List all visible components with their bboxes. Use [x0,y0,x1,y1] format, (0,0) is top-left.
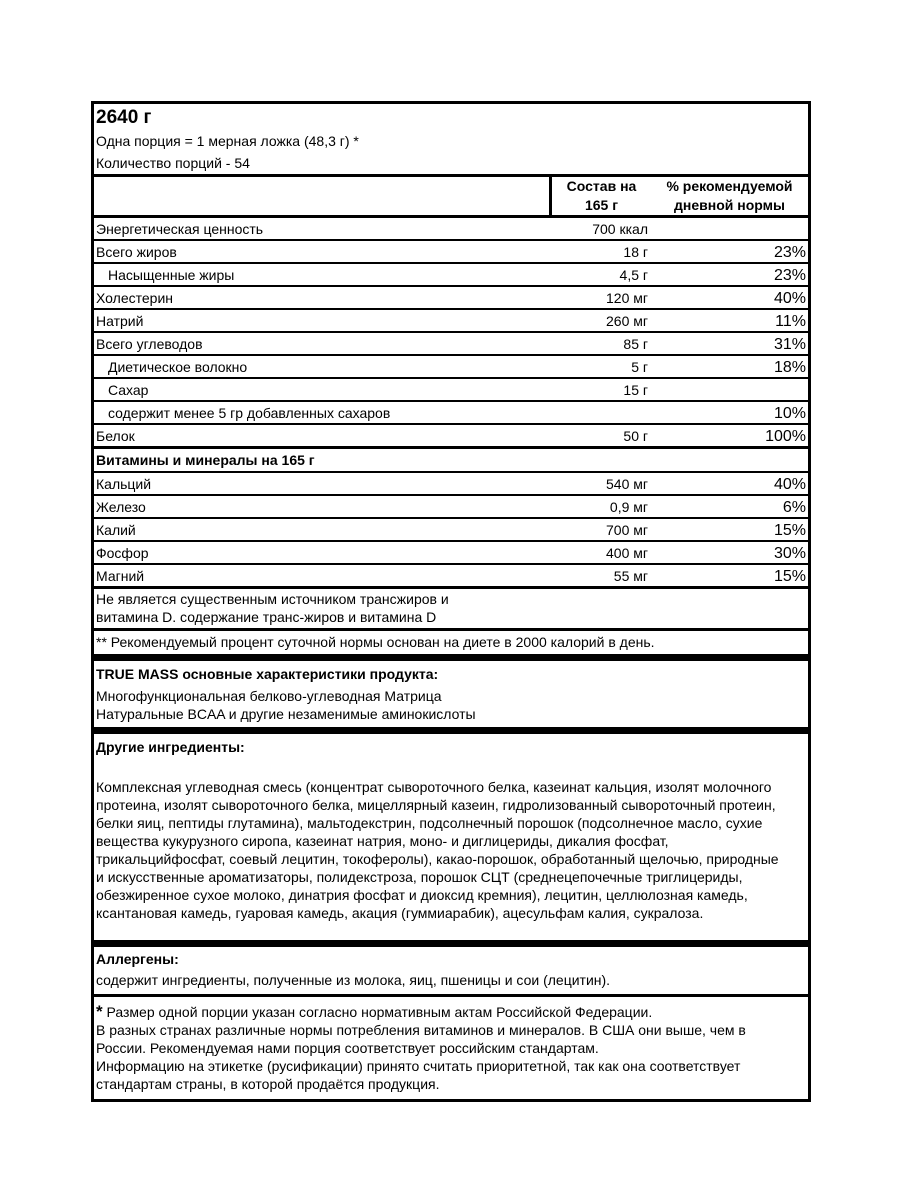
trans-note-line: витамина D. содержание транс-жиров и витамина D [96,609,437,625]
nutrient-name: Сахар [108,382,149,398]
mineral-amount: 700 мг [606,522,648,538]
nutrient-dv: 10% [773,405,806,422]
nutrient-name: Насыщенные жиры [108,267,235,283]
nutrient-dv: 23% [773,244,806,261]
nutrient-row [94,287,808,310]
net-weight: 2640 г [96,107,152,128]
mineral-amount: 55 мг [613,568,648,584]
mineral-row [94,473,808,496]
nutrient-amount: 18 г [623,244,648,260]
ingredients-section [94,734,808,947]
feature-line: Натуральные BCAA и другие незаменимые аминокислоты [96,706,476,722]
allergens-section [94,947,808,997]
ingredients-line: ксантановая камедь, гуаровая камедь, акация (гуммиарабик), ацесульфам калия, сукралоза. [96,905,704,921]
mineral-dv: 40% [773,476,806,493]
footnote-section [94,997,808,1099]
nutrient-amount: 120 мг [606,290,648,306]
nutrient-dv: 18% [773,359,806,376]
footnote-line: Информацию на этикетке (русификации) принято считать приоритетной, так как она соответствует [96,1058,741,1074]
nutrition-label [91,101,811,1102]
features-title: TRUE MASS основные характеристики продукта: [96,666,439,682]
nutrient-dv: 100% [765,428,806,445]
mineral-dv: 30% [773,545,806,562]
ingredients-line: белки яиц, пептиды глутамина), мальтодекстрин, подсолнечный порошок (подсолнечное масло, сухие [96,815,763,831]
mineral-row [94,496,808,519]
nutrient-row [94,264,808,287]
amount-header-line1: Состав на [566,178,637,194]
footnote-line [96,1003,806,1021]
footnote-line: В разных странах различные нормы потребления витаминов и минералов. В США они выше, чем в [96,1022,746,1038]
nutrient-amount: 4,5 г [619,267,648,283]
mineral-row [94,519,808,542]
ingredients-line: вещества кукурузного сиропа, казеинат натрия, моно- и диглицериды, дикалия фосфат, [96,833,669,849]
asterisk-mark: * [96,1002,103,1021]
nutrient-name: Натрий [96,313,144,329]
servings-count: Количество порций - 54 [96,155,250,171]
amount-column-header [549,177,651,215]
mineral-name: Кальций [96,476,152,492]
ingredients-line: Комплексная углеводная смесь (концентрат сывороточного белка, казеинат кальция, изолят молочного [96,779,772,795]
nutrient-amount: 260 мг [606,313,648,329]
nutrient-name: Белок [96,428,135,444]
nutrient-amount: 85 г [623,336,648,352]
mineral-dv: 15% [773,568,806,585]
mineral-name: Фосфор [96,545,149,561]
nutrient-dv: 31% [773,336,806,353]
nutrient-name: Энергетическая ценность [96,221,264,237]
mineral-name: Железо [96,499,146,515]
nutrient-row [94,356,808,379]
nutrient-amount: 700 ккал [592,221,648,237]
nutrient-row [94,425,808,449]
mineral-name: Магний [96,568,145,584]
features-section [94,661,808,734]
mineral-amount: 540 мг [606,476,648,492]
mineral-name: Калий [96,522,136,538]
mineral-dv: 15% [773,522,806,539]
ingredients-line: и искусственные ароматизаторы, полидекстроза, порошок СЦТ (среднецепочечные триглицериды, [96,869,743,885]
nutrient-row [94,218,808,241]
table-header [94,174,808,218]
feature-line: Многофункциональная белково-углеводная Матрица [96,688,442,704]
vitamins-title-text: Витамины и минералы на 165 г [96,452,315,468]
nutrient-row [94,310,808,333]
ingredients-line: обезжиренное сухое молоко, динатрия фосфат и диоксид кремния), лецитин, целлюлозная камедь, [96,887,748,903]
nutrient-row [94,379,808,402]
nutrient-dv: 40% [773,290,806,307]
dv-header-line2: дневной нормы [674,197,785,213]
footnote-line: стандартам страны, в которой продаётся продукция. [96,1076,440,1092]
serving-size: Одна порция = 1 мерная ложка (48,3 г) * [96,133,359,149]
footnote-line: России. Рекомендуемая нами порция соответствует российским стандартам. [96,1040,599,1056]
mineral-row [94,542,808,565]
vitamins-section-title [94,449,808,473]
nutrient-row [94,241,808,264]
mineral-amount: 400 мг [606,545,648,561]
nutrient-name: Диетическое волокно [108,359,248,375]
nutrient-name: Всего углеводов [96,336,203,352]
nutrient-row [94,402,808,425]
nutrient-name: Всего жиров [96,244,177,260]
nutrient-amount: 50 г [623,428,648,444]
mineral-amount: 0,9 мг [609,499,648,515]
nutrient-row [94,333,808,356]
ingredients-title: Другие ингредиенты: [96,739,245,755]
nutrient-dv: 23% [773,267,806,284]
nutrient-name: содержит менее 5 гр добавленных сахаров [108,405,391,421]
dv-column-header [651,177,808,215]
nutrient-dv: 11% [775,313,806,330]
nutrient-name: Холестерин [96,290,173,306]
dv-header-line1: % рекомендуемой [666,178,793,194]
trans-fat-note [94,589,808,631]
allergens-title: Аллергены: [96,951,179,967]
footnote-text: Размер одной порции указан согласно нормативным актам Российской Федерации. [102,1004,653,1020]
allergens-text: содержит ингредиенты, полученные из молока, яиц, пшеницы и сои (лецитин). [96,972,611,988]
ingredients-line: трикальцийфосфат, соевый лецитин, токоферолы), какао-порошок, обработанный щелочью, природные [96,851,779,867]
trans-note-line: Не является существенным источником трансжиров и [96,591,449,607]
mineral-dv: 6% [782,499,806,516]
ingredients-line: протеина, изолят сывороточного белка, мицеллярный казеин, гидролизованный сывороточный протеин, [96,797,776,813]
daily-value-note: ** Рекомендуемый процент суточной нормы основан на диете в 2000 калорий в день. [94,631,808,661]
amount-header-line2: 165 г [584,197,619,213]
nutrient-amount: 5 г [631,359,648,375]
nutrient-amount: 15 г [623,382,648,398]
mineral-row [94,565,808,589]
